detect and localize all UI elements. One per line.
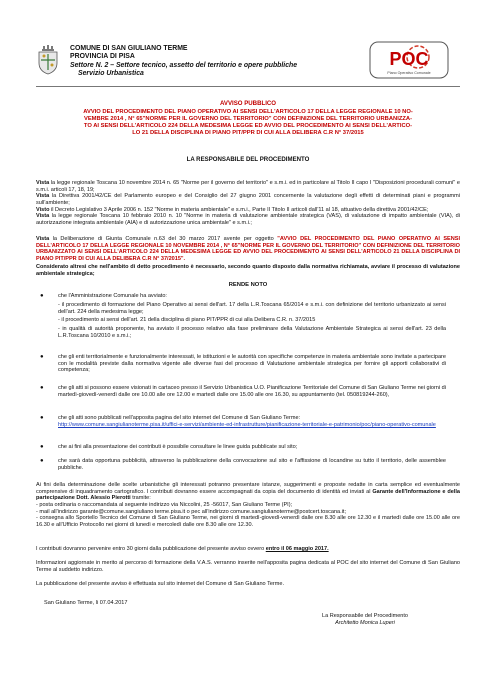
place-date: San Giuliano Terme, li 07.04.2017 (44, 600, 128, 606)
bullet-icon: ● (40, 354, 44, 360)
logo-subtext: Piano Operativo Comunale (387, 71, 431, 75)
premise-item: Vista la Direttiva 2001/42/CE del Parlamento europeo e del Consiglio del 27 giugno 2001 concernente la valutazione degli effetti di determinati piani e programmi sull'ambiente; (36, 193, 460, 206)
bullet-icon: ● (40, 415, 44, 421)
bullet-item: che gli atti sono pubblicati nell'apposita pagina del sito internet del Comune di San Giuliano Terme: http://www.comune.sangiulianoterme.pisa.it/uffici-e-servizi/ambiente-ed-infrastrutture/pianificazione-territoriale-e-patrimonio/poc/piano-operativo-comunale (58, 415, 436, 428)
notice-title-line: TO AI SENSI DELL'ARTICOLO 224 DELLA MEDESIMA LEGGE ED AVVIO DEL PROCEDIMENTO AI SENSI DELL'ARTICO- (83, 122, 413, 129)
rende-noto-heading: RENDE NOTO (228, 282, 268, 288)
premise-item: Vista la legge regionale Toscana 10 febbraio 2010 n. 10 "Norme in materia di valutazione ambientale strategica (VAS), di valutazione di impatto ambientale (VIA), di autorizzazione integrata ambientale (AIA) e di autorizzazione unica ambientale" e s.m.i.; (36, 213, 460, 226)
logo-text: POC (389, 49, 429, 69)
bullet-item: che l'Amministrazione Comunale ha avviato: (58, 293, 167, 299)
letterhead (70, 45, 370, 79)
bullet-icon: ● (40, 444, 44, 450)
bullet-icon: ● (40, 293, 44, 299)
bullet-item: che ai fini alla presentazione dei contributi è possibile consultare le linee guida pubblicate sul sito; (58, 444, 298, 450)
deliberation-paragraph: Vista la Deliberazione di Giunta Comunale n.63 del 30 marzo 2017 avente per oggetto "AVVIO DEL PROCEDIMENTO DEL PIANO OPERATIVO AI SENSI DELL'ARTICOLO 17 DELLA LEGGE REGIONALE 10 NOVEMBRE 2014 , N° 65"NORME PER IL GOVERNO DEL TERRITORIO" CON DEFINIZIONE DEL TERRITORIO URBANIZZATO AI SENSI DELL'ARTICOLO 224 DELLA MEDESIMA LEGGE ED AVVIO DEL PROCEDIMENTO AI SENSI DELL'ARTICOLO 21 DELLA DISCIPLINA DI PIANO PIT/PPR DI CUI ALLA DELIBERA C.R N° 37/2015". (36, 236, 460, 262)
bullet-icon: ● (40, 458, 44, 464)
notice-title-line: LO 21 DELLA DISCIPLINA DI PIANO PIT/PPR DI CUI ALLA DELIBERA C.R N° 37/2015 (132, 129, 364, 136)
notice-label: AVVISO PUBBLICO (219, 100, 277, 107)
service-name: Servizio Urbanistica (78, 70, 144, 78)
deliberation-subject: "AVVIO DEL PROCEDIMENTO DEL PIANO OPERATIVO AI SENSI DELL'ARTICOLO 17 DELLA LEGGE REGIONALE 10 NOVEMBRE 2014 , N° 65"NORME PER IL GOVERNO DEL TERRITORIO" CON DEFINIZIONE DEL TERRITORIO URBANIZZATO AI SENSI DELL'ARTICOLO 224 DELLA MEDESIMA LEGGE ED AVVIO DEL PROCEDIMENTO AI SENSI DELL'ARTICOLO 21 DELLA DISCIPLINA DI PIANO PIT/PPR DI CUI ALLA DELIBERA C.R N° 37/2015". (36, 236, 460, 262)
province-name: PROVINCIA DI PISA (70, 53, 135, 61)
publication-paragraph: La pubblicazione del presente avviso è effettuata sul sito internet del Comune di San Giuliano Terme. (36, 581, 285, 587)
poc-logo (368, 39, 450, 81)
header-divider (36, 86, 460, 87)
deadline-date: entro il 06 maggio 2017. (265, 546, 329, 552)
premise-item: Vista la legge regionale Toscana 10 novembre 2014 n. 65 "Norme per il governo del territorio" e s.m.i. ed in particolare al Titolo II capo I "Disposizioni procedurali comuni" e s.m.i. articoli 17, 18, 19; (36, 180, 460, 193)
bullet-item: che gli enti territorialmente e funzionalmente interessati, le istituzioni e le autorità con specifiche competenze in materia ambientale sono invitate a partecipare con le modalità previste dalla normativa vigente alle diverse fasi del processo di Valutazione ambientale strategica per fornire gli apporti collaborativi di competenza; (58, 354, 446, 374)
premises-block (36, 180, 460, 227)
notice-title-line: AVVIO DEL PROCEDIMENTO DEL PIANO OPERATIVO AI SENSI DELL'ARTICOLO 17 DELLA LEGGE REGIONALE 10 NO- (83, 109, 413, 115)
signer-name: Architetto Monica Luperi (335, 620, 395, 627)
sub-item: - il procedimento di formazione del Piano Operativo ai sensi dell'art. 17 della L.R.Toscana 65/2014 e s.m.i. con definizione del territorio urbanizzato ai sensi dell'art. 224 della medesima legge; (58, 302, 446, 315)
premise-item: Visto il Decreto Legislativo 3 Aprile 2006 n. 152 "Norme in materia ambientale" e s.m.i., Parte II Titolo II articoli dall'11 al 18, attuativo della direttiva 2001/42/CE; (36, 206, 429, 213)
deadline-paragraph: I contributi dovranno pervenire entro 30 giorni dalla pubblicazione del presente avviso ovvero entro il 06 maggio 2017. (36, 546, 329, 552)
bullet-item: che sarà data opportuna pubblicità, attraverso la pubblicazione della convocazione sul sito e l'affissione di locandine su tutto il territorio, delle assemblee pubbliche. (58, 458, 446, 471)
sub-item: - il procedimento ai sensi dell'art. 21 della disciplina di piano PIT/PPR di cui alla Delibera C.R. n. 37/2015 (58, 317, 316, 324)
municipal-crest-icon (36, 45, 60, 75)
vas-info-paragraph: Informazioni aggiornate in merito al percorso di formazione della V.A.S. verranno inserite nell'apposita pagina dedicata al POC del sito internet del Comune di San Giuliano Terme al suddetto indirizzo. (36, 560, 460, 573)
signer-role: La Responsabile del Procedimento (321, 613, 409, 619)
bullet-item: che gli atti si possono essere visionati in cartaceo presso il Servizio Urbanistica U.O. Pianificazione Territoriale del Comune di San Giuliano Terme nei giorni di martedì-giovedì-venerdì dalle ore 10.00 alle ore 12.00 e martedì dalle ore 15.00 alle ore 16.30, su appuntamento (tel. 050819244-260), (58, 385, 446, 398)
poc-page-link[interactable]: http://www.comune.sangiulianoterme.pisa.it/uffici-e-servizi/ambiente-ed-infrastrutture/pianificazione-territoriale-e-patrimonio/poc/piano-operativo-comunale (58, 421, 436, 428)
submission-paragraph: Ai fini della determinazione delle scelte urbanistiche gli interessati potranno presentare istanze, suggerimenti e proposte redatte in carta semplice ed eventualmente comprensive di inquadramento cartografico. I contributi dovranno essere accompagnati da copia del documento di identità ed inviati al Garante dell'Informazione e della partecipazione Dott. Alessio Pierotti tramite: - posta ordinaria o raccomandata al seguente indirizzo via Niccolini, 25 -56017, San Giuliano Terme (PI); - mail all'indirizzo garante@comune.sangiuliano terme.pisa.it o pec all'indirizzo comune.sangiulianoterme@postcert.toscana.it; - consegna allo Sportello Tecnico del Comune di San Giuliano Terme, nei giorni di martedì-giovedì-venerdì dalle ore 8.30 alle ore 12.30 e il martedì dalle ore 15.00 alle ore 16.30 e all'Ufficio Protocollo nei giorni di lunedì e mercoledì dalle ore 8.30 alle ore 12.30. (36, 482, 460, 528)
bullet-sublist (58, 302, 446, 339)
municipality-name: COMUNE DI SAN GIULIANO TERME (70, 45, 188, 52)
sub-item: - in qualità di autorità proponente, ha avviato il processo relativo alla fase preliminare della Valutazione Ambientale Strategica ai sensi dell'art. 23 della L.R.Toscana 10/2010 e s.m.i.; (58, 325, 446, 339)
notice-title (36, 109, 460, 137)
bullet-icon: ● (40, 385, 44, 391)
responsible-heading: LA RESPONSABILE DEL PROCEDIMENTO (186, 156, 310, 163)
notice-title-line: VEMBRE 2014 , N° 65"NORME PER IL GOVERNO DEL TERRITORIO" CON DEFINIZIONE DEL TERRITORIO URBANIZZA- (83, 115, 413, 122)
sector-name: Settore N. 2 – Settore tecnico, assetto del territorio e opere pubbliche (70, 61, 298, 69)
signature-block (290, 613, 440, 628)
considerato-paragraph: Considerato altresì che nell'ambito di detto procedimento è necessario, secondo quanto disposto dalla normativa richiamata, avviare il processo di valutazione ambientale strategica; (36, 264, 460, 277)
